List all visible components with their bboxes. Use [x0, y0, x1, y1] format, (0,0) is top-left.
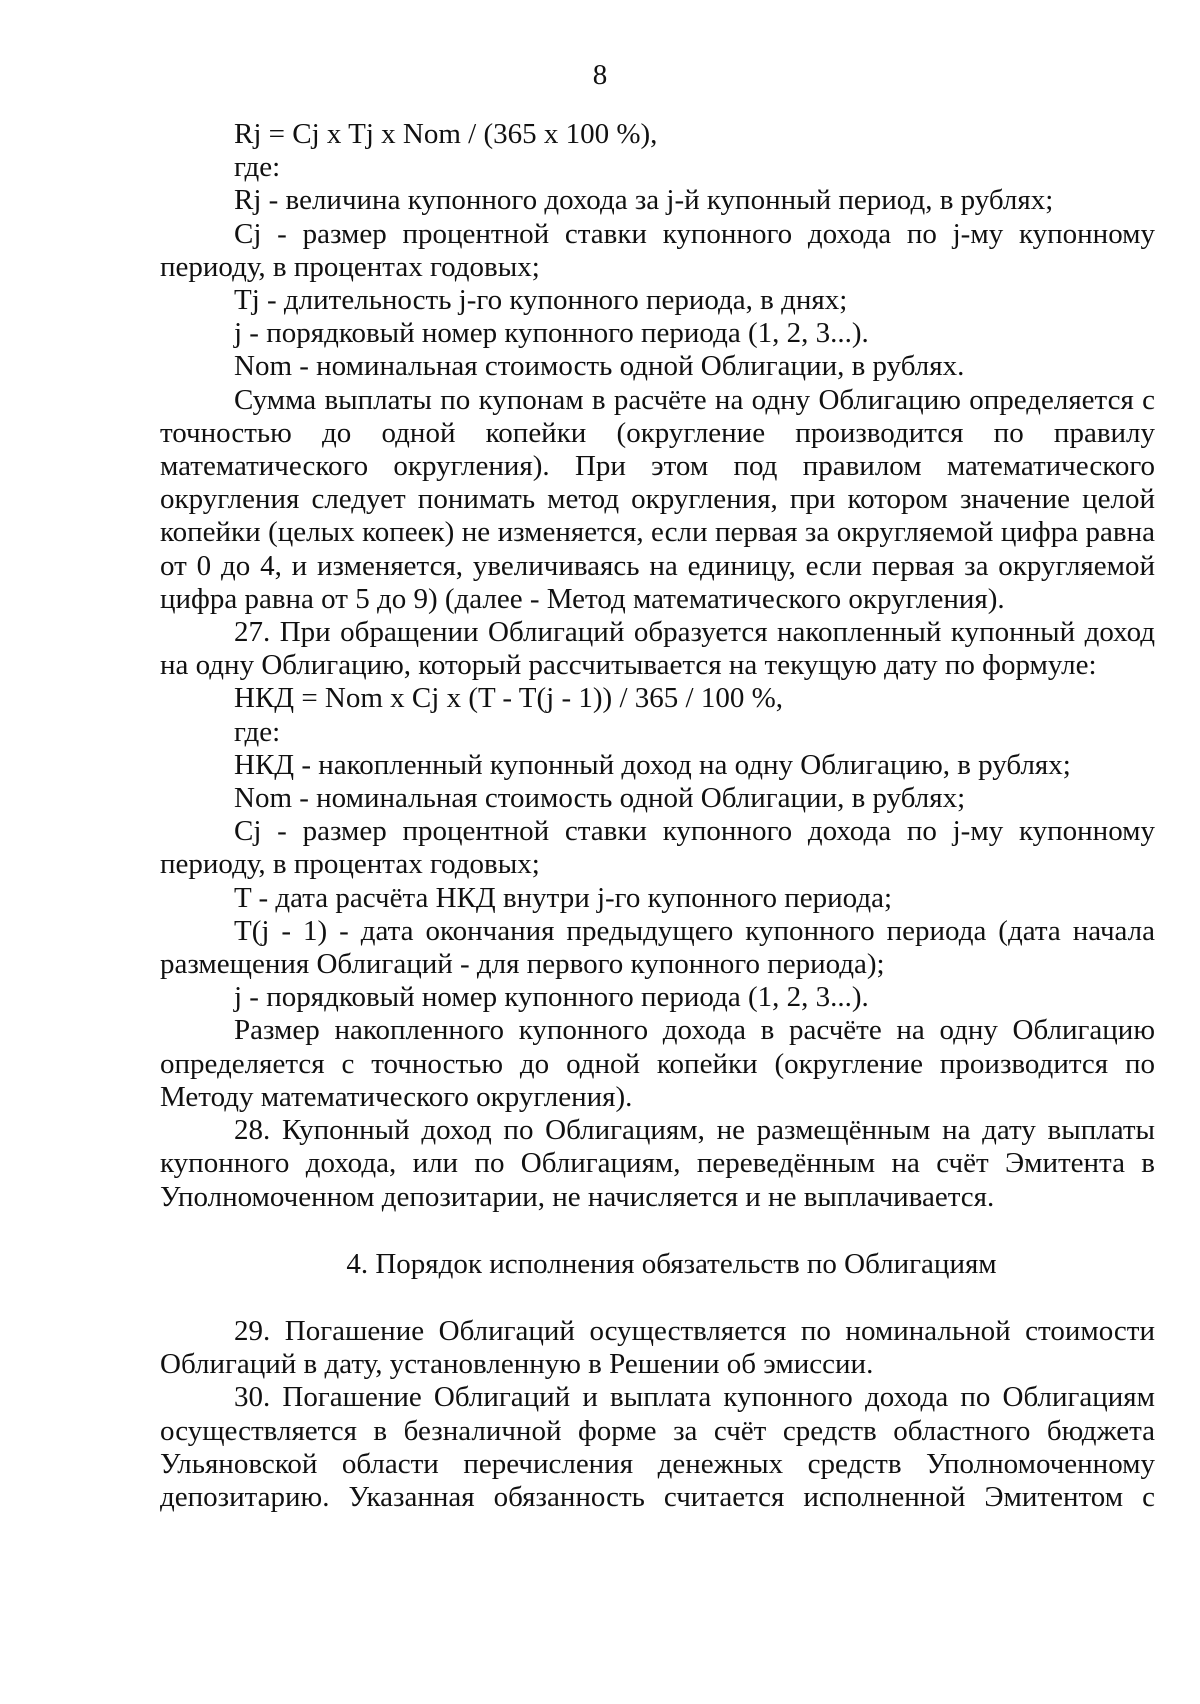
section-heading: 4. Порядок исполнения обязательств по Облигациям — [346, 1247, 997, 1280]
definition-nkd: НКД - накопленный купонный доход на одну Облигацию, в рублях; — [234, 748, 1071, 781]
page-number: 8 — [592, 59, 608, 91]
definition-cj-2: Cj - размер процентной ставки купонного дохода по j-му купонному периоду, в процентах годовых; — [160, 815, 1155, 881]
paragraph-rounding: Сумма выплаты по купонам в расчёте на одну Облигацию определяется с точностью до одной копейки (округление производится по правилу математического округления). При этом под правилом математического округления следует понимать метод округления, при котором значение целой копейки (целых копеек) не изменяется, если первая за округляемой цифра равна от 0 до 4, и изменяется, увеличиваясь на единицу, если первая за округляемой цифра равна от 5 до 9) (далее - Метод математического округления). — [160, 383, 1155, 615]
where-label: где: — [234, 151, 281, 184]
formula-accrued-income: НКД = Nom x Cj x (T - T(j - 1)) / 365 / 100 %, — [234, 682, 783, 715]
definition-nom: Nom - номинальная стоимость одной Облигации, в рублях. — [234, 350, 965, 383]
paragraph-27: 27. При обращении Облигаций образуется накопленный купонный доход на одну Облигацию, который рассчитывается на текущую дату по формуле: — [160, 616, 1155, 682]
definition-t-prev: T(j - 1) - дата окончания предыдущего купонного периода (дата начала размещения Облигаций - для первого купонного периода); — [160, 914, 1155, 981]
definition-j: j - порядковый номер купонного периода (1, 2, 3...). — [234, 317, 869, 350]
definition-rj: Rj - величина купонного дохода за j-й купонный период, в рублях; — [234, 184, 1054, 217]
definition-cj: Cj - размер процентной ставки купонного дохода по j-му купонному периоду, в процентах годовых; — [160, 217, 1155, 283]
paragraph-29: 29. Погашение Облигаций осуществляется по номинальной стоимости Облигаций в дату, установленную в Решении об эмиссии. — [160, 1314, 1155, 1381]
paragraph-accrued-rounding: Размер накопленного купонного дохода в расчёте на одну Облигацию определяется с точностью до одной копейки (округление производится по Методу математического округления). — [160, 1014, 1155, 1113]
document-body — [160, 118, 1155, 1514]
paragraph-30: 30. Погашение Облигаций и выплата купонного дохода по Облигациям осуществляется в безналичной форме за счёт средств областного бюджета Ульяновской области перечисления денежных средств Уполномоченному депозитарию. Указанная обязанность считается исполненной Эмитентом с — [160, 1381, 1155, 1513]
formula-coupon-income: Rj = Cj x Tj x Nom / (365 x 100 %), — [234, 118, 658, 150]
definition-nom-2: Nom - номинальная стоимость одной Облигации, в рублях; — [234, 782, 966, 815]
definition-j-2: j - порядковый номер купонного периода (1, 2, 3...). — [234, 981, 869, 1014]
where-label-2: где: — [234, 715, 281, 748]
definition-tj: Tj - длительность j-го купонного периода, в днях; — [234, 284, 848, 317]
definition-t: T - дата расчёта НКД внутри j-го купонного периода; — [234, 881, 893, 914]
paragraph-28: 28. Купонный доход по Облигациям, не размещённым на дату выплаты купонного дохода, или по Облигациям, переведённым на счёт Эмитента в Уполномоченном депозитарии, не начисляется и не выплачивается. — [160, 1114, 1155, 1213]
